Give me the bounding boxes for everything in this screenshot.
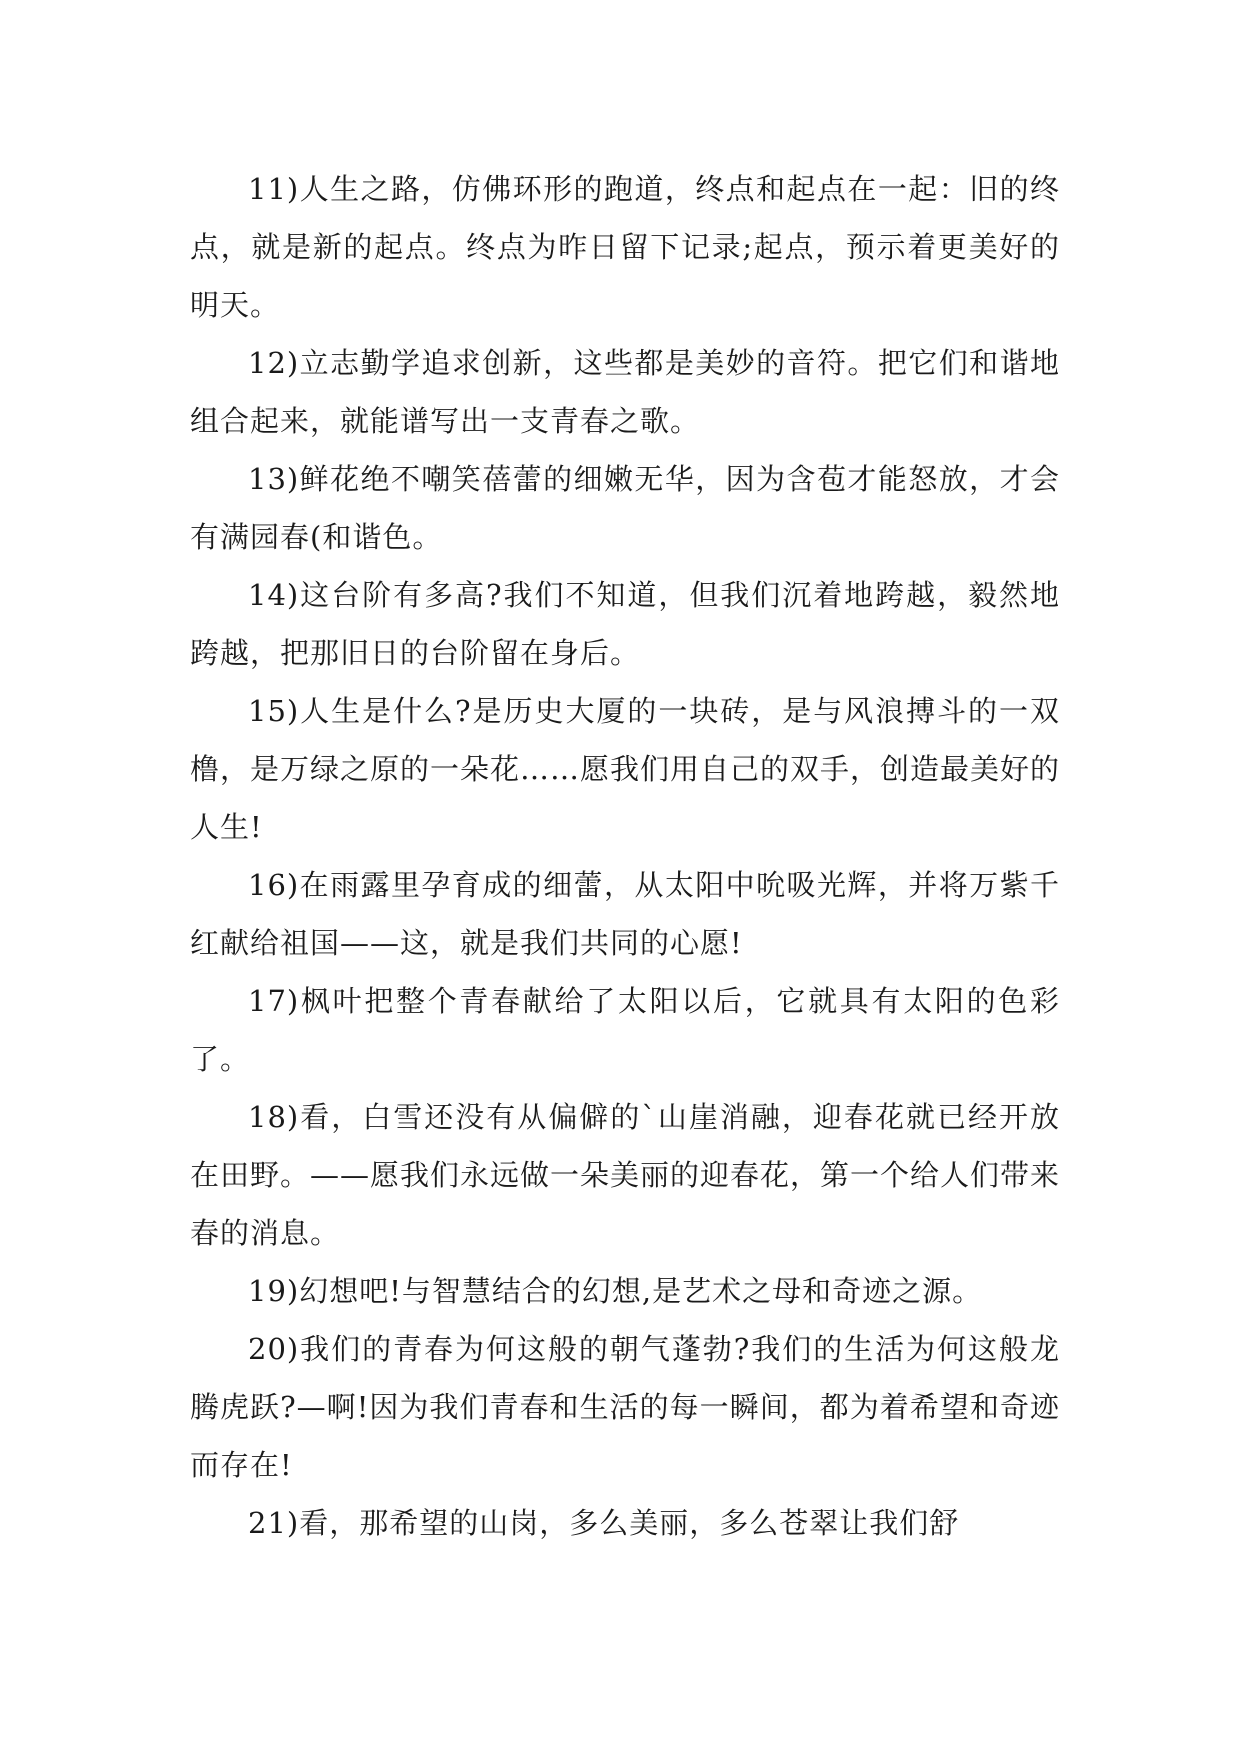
- paragraph-16: 16)在雨露里孕育成的细蕾，从太阳中吮吸光辉，并将万紫千红献给祖国——这，就是我们共同的心愿!: [190, 868, 1060, 960]
- paragraph-18: 18)看，白雪还没有从偏僻的`山崖消融，迎春花就已经开放在田野。——愿我们永远做一朵美丽的迎春花，第一个给人们带来春的消息。: [190, 1100, 1061, 1250]
- paragraph-14: 14)这台阶有多高?我们不知道，但我们沉着地跨越，毅然地跨越，把那旧日的台阶留在身后。: [190, 578, 1060, 670]
- paragraph-11: 11)人生之路，仿佛环形的跑道，终点和起点在一起：旧的终点，就是新的起点。终点为昨日留下记录;起点，预示着更美好的明天。: [190, 172, 1060, 322]
- document-body: [190, 160, 1060, 1552]
- paragraph-12: 12)立志勤学追求创新，这些都是美妙的音符。把它们和谐地组合起来，就能谱写出一支青春之歌。: [190, 346, 1060, 438]
- paragraph-15: 15)人生是什么?是历史大厦的一块砖，是与风浪搏斗的一双橹，是万绿之原的一朵花……愿我们用自己的双手，创造最美好的人生!: [190, 694, 1061, 844]
- paragraph-20: 20)我们的青春为何这般的朝气蓬勃?我们的生活为何这般龙腾虎跃?—啊!因为我们青春和生活的每一瞬间，都为着希望和奇迹而存在!: [190, 1332, 1060, 1482]
- paragraph-17: 17)枫叶把整个青春献给了太阳以后，它就具有太阳的色彩了。: [190, 984, 1060, 1076]
- paragraph-13: 13)鲜花绝不嘲笑蓓蕾的细嫩无华，因为含苞才能怒放，才会有满园春(和谐色。: [190, 462, 1060, 554]
- paragraph-19: 19)幻想吧!与智慧结合的幻想,是艺术之母和奇迹之源。: [248, 1274, 983, 1308]
- paragraph-21: 21)看，那希望的山岗，多么美丽，多么苍翠让我们舒: [248, 1506, 960, 1540]
